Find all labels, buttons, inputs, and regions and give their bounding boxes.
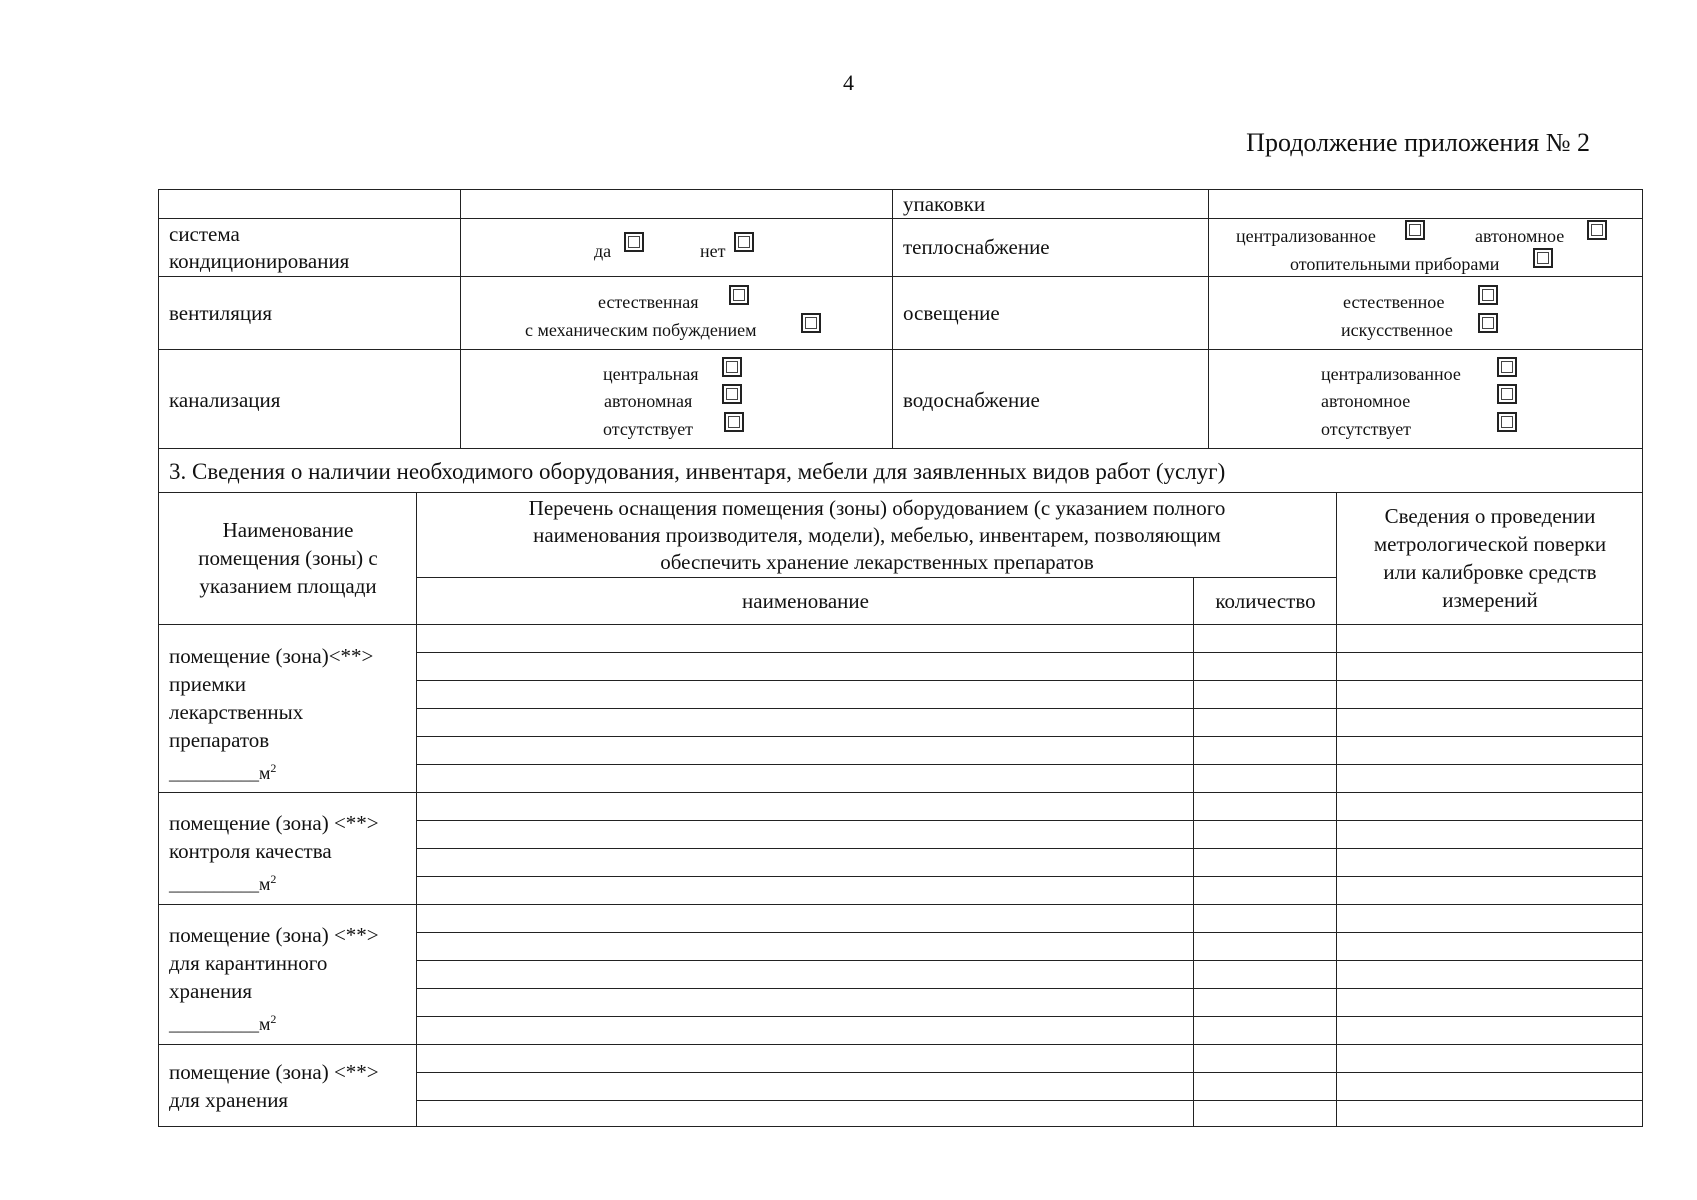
continuation-heading: Продолжение приложения № 2 — [1246, 128, 1590, 157]
col1-header-line2: помещения (зоны) с — [198, 546, 378, 570]
lighting-opt2-label: искусственное — [1341, 320, 1453, 340]
conditioning-label-line1: система — [169, 222, 240, 246]
sewerage-opt3-label: отсутствует — [603, 419, 694, 439]
col2-header-line2: наименования производителя, модели), мебелью, инвентарем, позволяющим — [533, 523, 1221, 547]
room1-line4: препаратов — [169, 728, 270, 752]
room1-line3: лекарственных — [169, 700, 304, 724]
ventilation-opt2-label: с механическим побуждением — [525, 320, 757, 340]
water-opt1-label: централизованное — [1321, 364, 1461, 384]
conditioning-yes-checkbox[interactable] — [624, 232, 644, 252]
room3-line2: для карантинного — [169, 951, 328, 975]
ventilation-opt1-label: естественная — [598, 292, 699, 312]
conditioning-no-checkbox[interactable] — [734, 232, 754, 252]
conditioning-yes-label: да — [594, 241, 612, 261]
col2-subheader-quantity: количество — [1215, 589, 1316, 613]
room1-line2: приемки — [169, 672, 247, 696]
heating-opt3-label: отопительными приборами — [1290, 254, 1500, 274]
water-autonomous-checkbox[interactable] — [1497, 384, 1517, 404]
water-opt3-label: отсутствует — [1321, 419, 1412, 439]
col4-header-line1: Сведения о проведении — [1384, 504, 1596, 528]
room3-area: $\_\_\_\_\_\_\_\_\_\_м^2$ — [169, 1012, 277, 1034]
sewerage-label: канализация — [169, 388, 281, 412]
col4-header-line3: или калибровке средств — [1383, 560, 1597, 584]
lighting-opt1-label: естественное — [1343, 292, 1445, 312]
heating-radiators-checkbox[interactable] — [1533, 248, 1553, 268]
lighting-artificial-checkbox[interactable] — [1478, 313, 1498, 333]
ventilation-label: вентиляция — [169, 301, 273, 325]
col4-header-line2: метрологической поверки — [1373, 532, 1607, 556]
room1-area: $\_\_\_\_\_\_\_\_\_\_м^2$ — [169, 761, 277, 783]
col2-header-line3: обеспечить хранение лекарственных препаратов — [660, 550, 1094, 574]
heating-centralized-checkbox[interactable] — [1405, 220, 1425, 240]
heating-opt1-label: централизованное — [1236, 226, 1376, 246]
heating-autonomous-checkbox[interactable] — [1587, 220, 1607, 240]
col2-header-line1: Перечень оснащения помещения (зоны) оборудованием (с указанием полного — [528, 496, 1226, 520]
ventilation-natural-checkbox[interactable] — [729, 285, 749, 305]
room3-line1: помещение (зона) <**> — [169, 923, 379, 947]
room4-line1: помещение (зона) <**> — [169, 1060, 379, 1084]
room3-line3: хранения — [169, 979, 253, 1003]
page-number: 4 — [843, 70, 854, 95]
conditioning-no-label: нет — [700, 241, 726, 261]
room4-line2: для хранения — [169, 1088, 289, 1112]
room2-line2: контроля качества — [169, 839, 332, 863]
heating-opt2-label: автономное — [1475, 226, 1565, 246]
room2-line1: помещение (зона) <**> — [169, 811, 379, 835]
water-label: водоснабжение — [903, 388, 1040, 412]
conditioning-label-line2: кондиционирования — [169, 249, 350, 273]
sewerage-autonomous-checkbox[interactable] — [722, 384, 742, 404]
sewerage-opt1-label: центральная — [603, 364, 699, 384]
lighting-natural-checkbox[interactable] — [1478, 285, 1498, 305]
room2-area: $\_\_\_\_\_\_\_\_\_\_м^2$ — [169, 872, 277, 894]
lighting-label: освещение — [903, 301, 1000, 325]
col2-subheader-name: наименование — [742, 589, 869, 613]
packaging-text: упаковки — [903, 192, 986, 216]
water-absent-checkbox[interactable] — [1497, 412, 1517, 432]
heating-label: теплоснабжение — [903, 235, 1050, 259]
col1-header-line3: указанием площади — [199, 574, 377, 598]
water-opt2-label: автономное — [1321, 391, 1411, 411]
section3-title: 3. Сведения о наличии необходимого оборудования, инвентаря, мебели для заявленных видов работ (услуг) — [169, 459, 1226, 484]
sewerage-absent-checkbox[interactable] — [724, 412, 744, 432]
ventilation-mechanical-checkbox[interactable] — [801, 313, 821, 333]
sewerage-opt2-label: автономная — [604, 391, 693, 411]
col1-header-line1: Наименование — [222, 518, 354, 542]
sewerage-central-checkbox[interactable] — [722, 357, 742, 377]
col4-header-line4: измерений — [1442, 588, 1538, 612]
water-centralized-checkbox[interactable] — [1497, 357, 1517, 377]
room1-line1: помещение (зона)<**> — [169, 644, 374, 668]
